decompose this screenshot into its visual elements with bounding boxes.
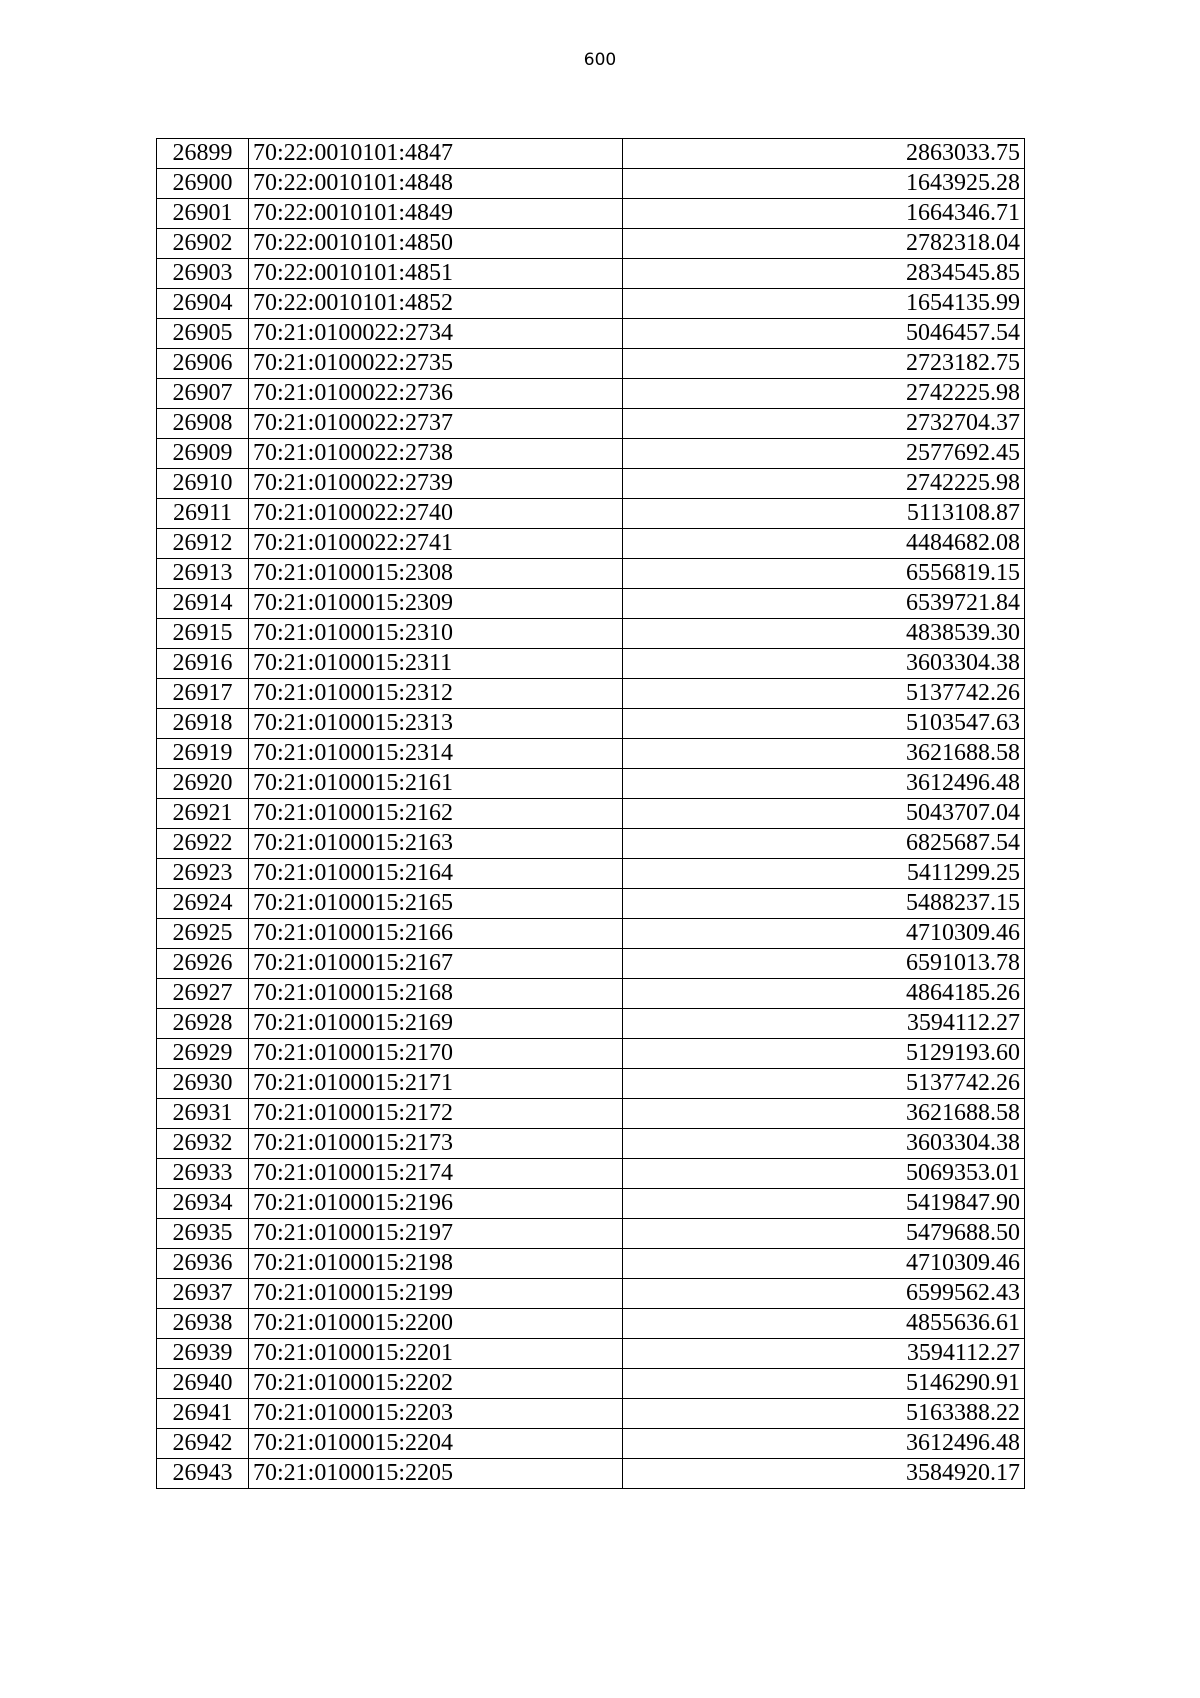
table-row: [157, 559, 1025, 589]
row-number-cell: 26913: [157, 559, 249, 589]
cadastral-number-cell: 70:21:0100015:2172: [249, 1099, 623, 1129]
row-number-cell: 26908: [157, 409, 249, 439]
table-row: [157, 769, 1025, 799]
table-row: [157, 1009, 1025, 1039]
cadastral-number-cell: 70:21:0100015:2203: [249, 1399, 623, 1429]
table-row: [157, 1369, 1025, 1399]
cadastral-value-cell: 5479688.50: [623, 1219, 1025, 1249]
cadastral-number-cell: 70:21:0100015:2204: [249, 1429, 623, 1459]
row-number-cell: 26926: [157, 949, 249, 979]
row-number-cell: 26922: [157, 829, 249, 859]
cadastral-value-cell: 2577692.45: [623, 439, 1025, 469]
row-number-cell: 26934: [157, 1189, 249, 1219]
cadastral-number-cell: 70:21:0100015:2197: [249, 1219, 623, 1249]
table-row: [157, 199, 1025, 229]
cadastral-value-table: [156, 138, 1025, 1489]
cadastral-value-cell: 5411299.25: [623, 859, 1025, 889]
cadastral-number-cell: 70:21:0100015:2166: [249, 919, 623, 949]
cadastral-number-cell: 70:21:0100015:2161: [249, 769, 623, 799]
cadastral-value-cell: 5103547.63: [623, 709, 1025, 739]
cadastral-number-cell: 70:22:0010101:4849: [249, 199, 623, 229]
table-row: [157, 709, 1025, 739]
row-number-cell: 26900: [157, 169, 249, 199]
cadastral-value-cell: 5488237.15: [623, 889, 1025, 919]
table-body: [157, 139, 1025, 1489]
cadastral-value-cell: 3603304.38: [623, 649, 1025, 679]
row-number-cell: 26921: [157, 799, 249, 829]
cadastral-number-cell: 70:21:0100015:2199: [249, 1279, 623, 1309]
cadastral-number-cell: 70:21:0100015:2173: [249, 1129, 623, 1159]
row-number-cell: 26910: [157, 469, 249, 499]
cadastral-number-cell: 70:21:0100015:2196: [249, 1189, 623, 1219]
cadastral-value-cell: 2742225.98: [623, 469, 1025, 499]
table-row: [157, 1399, 1025, 1429]
cadastral-number-cell: 70:21:0100015:2310: [249, 619, 623, 649]
row-number-cell: 26899: [157, 139, 249, 169]
row-number-cell: 26928: [157, 1009, 249, 1039]
table-row: [157, 229, 1025, 259]
row-number-cell: 26927: [157, 979, 249, 1009]
cadastral-value-cell: 4838539.30: [623, 619, 1025, 649]
cadastral-number-cell: 70:21:0100015:2162: [249, 799, 623, 829]
row-number-cell: 26901: [157, 199, 249, 229]
table-row: [157, 889, 1025, 919]
row-number-cell: 26936: [157, 1249, 249, 1279]
cadastral-value-cell: 4484682.08: [623, 529, 1025, 559]
table-row: [157, 1219, 1025, 1249]
cadastral-number-cell: 70:21:0100015:2169: [249, 1009, 623, 1039]
row-number-cell: 26915: [157, 619, 249, 649]
cadastral-number-cell: 70:21:0100022:2738: [249, 439, 623, 469]
table-row: [157, 1339, 1025, 1369]
cadastral-number-cell: 70:21:0100015:2170: [249, 1039, 623, 1069]
cadastral-value-cell: 2732704.37: [623, 409, 1025, 439]
row-number-cell: 26919: [157, 739, 249, 769]
cadastral-value-cell: 5137742.26: [623, 1069, 1025, 1099]
table-row: [157, 649, 1025, 679]
table-row: [157, 1099, 1025, 1129]
table-row: [157, 349, 1025, 379]
row-number-cell: 26925: [157, 919, 249, 949]
cadastral-number-cell: 70:22:0010101:4851: [249, 259, 623, 289]
cadastral-value-cell: 5113108.87: [623, 499, 1025, 529]
table-row: [157, 979, 1025, 1009]
cadastral-value-cell: 6539721.84: [623, 589, 1025, 619]
row-number-cell: 26940: [157, 1369, 249, 1399]
cadastral-value-cell: 1664346.71: [623, 199, 1025, 229]
cadastral-value-cell: 5129193.60: [623, 1039, 1025, 1069]
row-number-cell: 26914: [157, 589, 249, 619]
cadastral-value-cell: 6599562.43: [623, 1279, 1025, 1309]
table-row: [157, 1279, 1025, 1309]
row-number-cell: 26907: [157, 379, 249, 409]
table-row: [157, 589, 1025, 619]
table-row: [157, 1069, 1025, 1099]
cadastral-value-cell: 3621688.58: [623, 739, 1025, 769]
table-row: [157, 919, 1025, 949]
row-number-cell: 26942: [157, 1429, 249, 1459]
cadastral-number-cell: 70:21:0100015:2171: [249, 1069, 623, 1099]
cadastral-value-cell: 3584920.17: [623, 1459, 1025, 1489]
table-row: [157, 799, 1025, 829]
row-number-cell: 26923: [157, 859, 249, 889]
row-number-cell: 26929: [157, 1039, 249, 1069]
cadastral-value-cell: 2863033.75: [623, 139, 1025, 169]
cadastral-number-cell: 70:21:0100022:2737: [249, 409, 623, 439]
row-number-cell: 26932: [157, 1129, 249, 1159]
table-row: [157, 319, 1025, 349]
cadastral-value-cell: 2834545.85: [623, 259, 1025, 289]
table-row: [157, 949, 1025, 979]
page-number: 600: [583, 50, 617, 70]
cadastral-number-cell: 70:21:0100015:2198: [249, 1249, 623, 1279]
cadastral-value-cell: 6825687.54: [623, 829, 1025, 859]
cadastral-value-cell: 4710309.46: [623, 919, 1025, 949]
table-row: [157, 409, 1025, 439]
table-row: [157, 139, 1025, 169]
cadastral-number-cell: 70:21:0100015:2311: [249, 649, 623, 679]
cadastral-value-cell: 2742225.98: [623, 379, 1025, 409]
table-row: [157, 1459, 1025, 1489]
cadastral-number-cell: 70:21:0100015:2201: [249, 1339, 623, 1369]
cadastral-value-cell: 1643925.28: [623, 169, 1025, 199]
row-number-cell: 26906: [157, 349, 249, 379]
table-row: [157, 469, 1025, 499]
table-row: [157, 529, 1025, 559]
cadastral-number-cell: 70:21:0100015:2314: [249, 739, 623, 769]
table-row: [157, 439, 1025, 469]
table-row: [157, 829, 1025, 859]
cadastral-value-cell: 1654135.99: [623, 289, 1025, 319]
cadastral-value-cell: 5137742.26: [623, 679, 1025, 709]
cadastral-value-cell: 5043707.04: [623, 799, 1025, 829]
row-number-cell: 26920: [157, 769, 249, 799]
cadastral-number-cell: 70:21:0100015:2312: [249, 679, 623, 709]
cadastral-value-cell: 3612496.48: [623, 769, 1025, 799]
cadastral-number-cell: 70:21:0100022:2734: [249, 319, 623, 349]
row-number-cell: 26943: [157, 1459, 249, 1489]
cadastral-value-cell: 6556819.15: [623, 559, 1025, 589]
cadastral-number-cell: 70:21:0100015:2309: [249, 589, 623, 619]
row-number-cell: 26924: [157, 889, 249, 919]
cadastral-number-cell: 70:21:0100015:2202: [249, 1369, 623, 1399]
cadastral-value-cell: 3603304.38: [623, 1129, 1025, 1159]
row-number-cell: 26938: [157, 1309, 249, 1339]
row-number-cell: 26902: [157, 229, 249, 259]
cadastral-number-cell: 70:21:0100022:2736: [249, 379, 623, 409]
cadastral-value-cell: 4864185.26: [623, 979, 1025, 1009]
table-row: [157, 259, 1025, 289]
row-number-cell: 26904: [157, 289, 249, 319]
cadastral-value-cell: 3594112.27: [623, 1339, 1025, 1369]
cadastral-value-cell: 2723182.75: [623, 349, 1025, 379]
cadastral-value-cell: 5419847.90: [623, 1189, 1025, 1219]
cadastral-number-cell: 70:22:0010101:4852: [249, 289, 623, 319]
cadastral-value-cell: 3594112.27: [623, 1009, 1025, 1039]
cadastral-number-cell: 70:21:0100015:2163: [249, 829, 623, 859]
cadastral-number-cell: 70:21:0100015:2313: [249, 709, 623, 739]
table-row: [157, 289, 1025, 319]
row-number-cell: 26930: [157, 1069, 249, 1099]
table-row: [157, 169, 1025, 199]
row-number-cell: 26912: [157, 529, 249, 559]
row-number-cell: 26903: [157, 259, 249, 289]
table-row: [157, 1159, 1025, 1189]
row-number-cell: 26917: [157, 679, 249, 709]
table-row: [157, 859, 1025, 889]
table-row: [157, 619, 1025, 649]
cadastral-value-cell: 3621688.58: [623, 1099, 1025, 1129]
cadastral-value-cell: 2782318.04: [623, 229, 1025, 259]
table-row: [157, 1429, 1025, 1459]
cadastral-number-cell: 70:21:0100015:2205: [249, 1459, 623, 1489]
cadastral-value-cell: 5046457.54: [623, 319, 1025, 349]
row-number-cell: 26916: [157, 649, 249, 679]
row-number-cell: 26911: [157, 499, 249, 529]
table-row: [157, 739, 1025, 769]
cadastral-number-cell: 70:21:0100022:2741: [249, 529, 623, 559]
row-number-cell: 26909: [157, 439, 249, 469]
table-row: [157, 1129, 1025, 1159]
table-row: [157, 379, 1025, 409]
table-row: [157, 1189, 1025, 1219]
cadastral-number-cell: 70:21:0100022:2739: [249, 469, 623, 499]
row-number-cell: 26935: [157, 1219, 249, 1249]
table-row: [157, 499, 1025, 529]
cadastral-number-cell: 70:21:0100015:2200: [249, 1309, 623, 1339]
table-row: [157, 1249, 1025, 1279]
cadastral-value-cell: 5163388.22: [623, 1399, 1025, 1429]
cadastral-value-cell: 4855636.61: [623, 1309, 1025, 1339]
table-row: [157, 1309, 1025, 1339]
row-number-cell: 26937: [157, 1279, 249, 1309]
row-number-cell: 26939: [157, 1339, 249, 1369]
cadastral-number-cell: 70:21:0100015:2165: [249, 889, 623, 919]
row-number-cell: 26941: [157, 1399, 249, 1429]
cadastral-number-cell: 70:22:0010101:4847: [249, 139, 623, 169]
row-number-cell: 26931: [157, 1099, 249, 1129]
row-number-cell: 26905: [157, 319, 249, 349]
cadastral-number-cell: 70:21:0100015:2308: [249, 559, 623, 589]
cadastral-value-cell: 6591013.78: [623, 949, 1025, 979]
cadastral-value-cell: 5146290.91: [623, 1369, 1025, 1399]
cadastral-number-cell: 70:22:0010101:4848: [249, 169, 623, 199]
cadastral-number-cell: 70:21:0100022:2735: [249, 349, 623, 379]
row-number-cell: 26933: [157, 1159, 249, 1189]
cadastral-number-cell: 70:21:0100015:2164: [249, 859, 623, 889]
cadastral-number-cell: 70:21:0100015:2174: [249, 1159, 623, 1189]
cadastral-number-cell: 70:21:0100022:2740: [249, 499, 623, 529]
cadastral-value-cell: 4710309.46: [623, 1249, 1025, 1279]
cadastral-value-cell: 5069353.01: [623, 1159, 1025, 1189]
table-row: [157, 679, 1025, 709]
cadastral-number-cell: 70:21:0100015:2167: [249, 949, 623, 979]
cadastral-value-cell: 3612496.48: [623, 1429, 1025, 1459]
row-number-cell: 26918: [157, 709, 249, 739]
cadastral-number-cell: 70:21:0100015:2168: [249, 979, 623, 1009]
cadastral-number-cell: 70:22:0010101:4850: [249, 229, 623, 259]
table-row: [157, 1039, 1025, 1069]
